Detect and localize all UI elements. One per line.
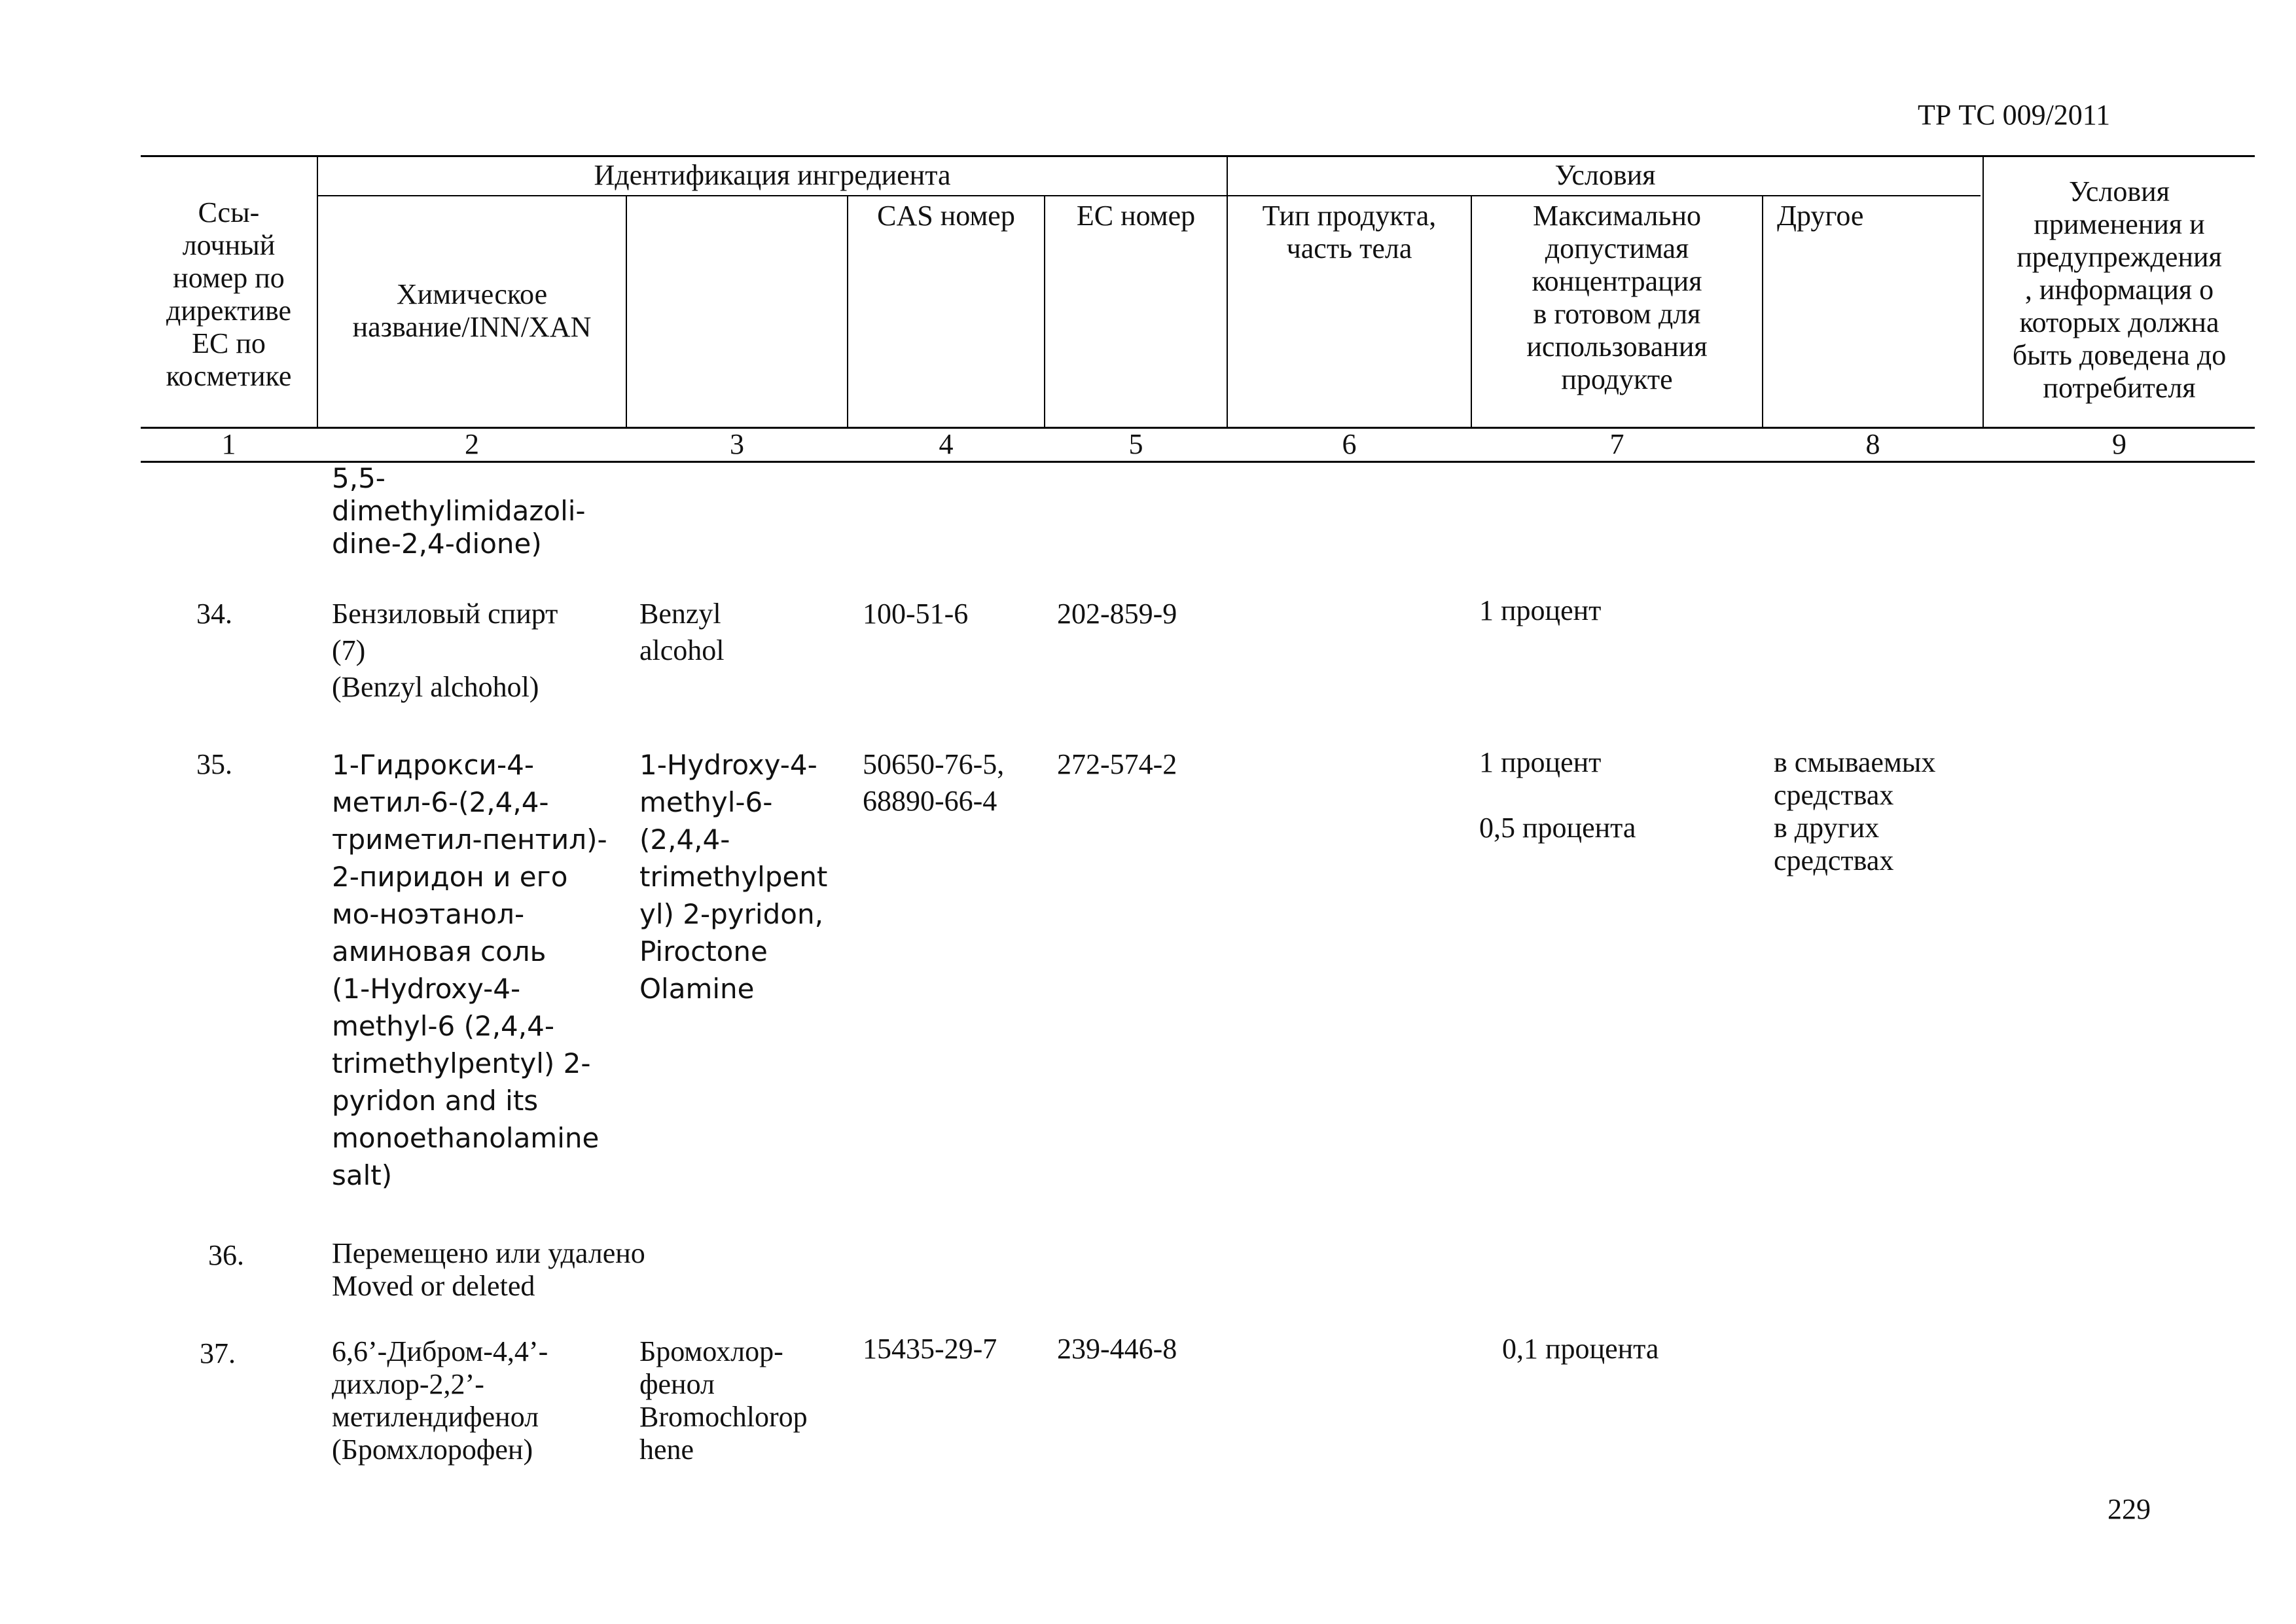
header-other: Другое <box>1777 200 1864 232</box>
row-chemical-name: 6,6’-Дибром-4,4’- дихлор-2,2’- метилендифенол (Бромхлорофен) <box>332 1335 548 1466</box>
row-ec-number: 272-574-2 <box>1057 748 1177 780</box>
row-max-concentration: 1 процент 0,5 процента <box>1479 746 1636 844</box>
table-top-rule <box>141 155 2255 157</box>
row-ec-number: 202-859-9 <box>1057 598 1177 630</box>
col-divider <box>1227 155 1228 429</box>
col-number: 2 <box>465 428 479 460</box>
header-cas-number: CAS номер <box>877 200 1015 232</box>
continuation-text: 5,5- dimethylimidazoli- dine-2,4-dione) <box>332 462 586 560</box>
row-other: в смываемых средствах в других средствах <box>1774 746 1936 876</box>
col-number: 7 <box>1609 428 1624 460</box>
row-inn-name: 1-Hydroxy-4- methyl-6- (2,4,4- trimethylpent yl) 2-pyridon, Piroctone Olamine <box>639 749 828 1005</box>
page-number: 229 <box>2108 1493 2151 1525</box>
col-number: 5 <box>1128 428 1143 460</box>
row-chemical-name: Перемещено или удалено Moved or deleted <box>332 1237 645 1302</box>
header-conditions-warnings: Условия применения и предупреждения , информация о которых должна быть доведена до потребителя <box>2012 175 2227 404</box>
row-chemical-name: Бензиловый спирт (7) (Benzyl alchohol) <box>332 598 558 703</box>
col-divider <box>626 196 627 429</box>
col-number: 4 <box>939 428 954 460</box>
header-group-identification: Идентификация ингредиента <box>594 159 951 191</box>
row-max-concentration: 1 процент <box>1479 594 1602 626</box>
row-max-concentration: 0,1 процента <box>1502 1333 1659 1365</box>
row-ref-number: 35. <box>196 748 232 780</box>
row-inn-name: Benzyl alcohol <box>639 598 725 666</box>
header-max-concentration: Максимально допустимая концентрация в готовом для использования продукте <box>1526 200 1708 395</box>
col-number: 3 <box>730 428 744 460</box>
row-inn-name: Бромохлор- фенол Bromochlorop hene <box>639 1335 808 1466</box>
row-cas-number: 15435-29-7 <box>863 1333 997 1365</box>
row-cas-number: 50650-76-5, 68890-66-4 <box>863 748 1005 817</box>
header-chemical-name: Химическое название/INN/XAN <box>352 278 592 343</box>
col-number: 9 <box>2112 428 2126 460</box>
row-cas-number: 100-51-6 <box>863 598 969 630</box>
document-code: ТР ТС 009/2011 <box>1918 99 2111 131</box>
header-ec-number: ЕС номер <box>1076 200 1196 232</box>
row-ref-number: 34. <box>196 598 232 630</box>
col-number: 6 <box>1342 428 1357 460</box>
row-ref-number: 36. <box>208 1239 244 1271</box>
col-number: 8 <box>1865 428 1880 460</box>
header-group-conditions: Условия <box>1554 159 1656 191</box>
col-number: 1 <box>221 428 236 460</box>
header-product-type: Тип продукта, часть тела <box>1262 200 1437 264</box>
row-chemical-name: 1-Гидрокси-4- метил-6-(2,4,4- триметил-пентил)- 2-пиридон и его мо-ноэтанол- аминовая соль (1-Hydroxy-4- methyl-6 (2,4,4- trimethylpentyl) 2- pyridon and its monoethanolamine salt) <box>332 749 607 1191</box>
header-ref-number: Ссы- лочный номер по директиве ЕС по косметике <box>166 196 292 392</box>
row-ec-number: 239-446-8 <box>1057 1333 1177 1365</box>
group-divider-rule <box>317 195 1981 196</box>
row-ref-number: 37. <box>200 1337 236 1369</box>
col-divider <box>1762 196 1763 429</box>
